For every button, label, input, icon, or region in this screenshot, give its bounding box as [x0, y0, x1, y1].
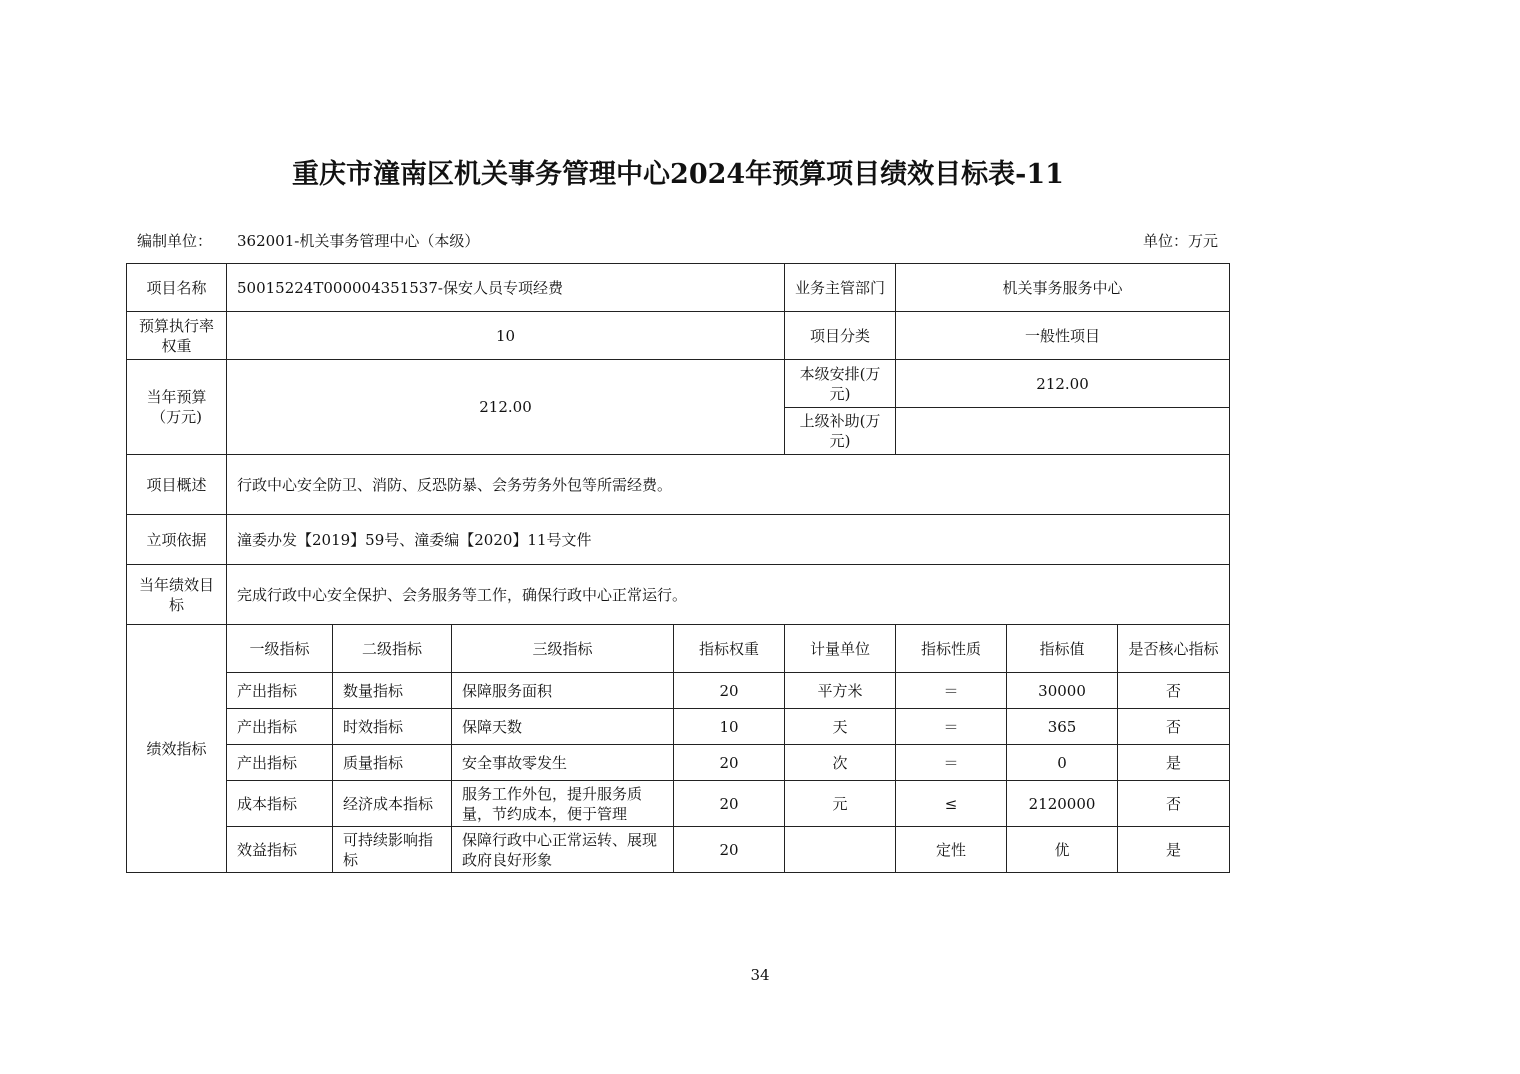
- basis-label: 立项依据: [127, 515, 227, 565]
- weight-label: 预算执行率权重: [127, 312, 227, 360]
- cell: 产出指标: [227, 709, 333, 745]
- project-name-label: 项目名称: [127, 264, 227, 312]
- cell: ≤: [896, 781, 1007, 827]
- performance-table: [126, 263, 1230, 873]
- cell: 经济成本指标: [333, 781, 452, 827]
- category-value: 一般性项目: [896, 312, 1230, 360]
- org-label: 编制单位：: [137, 232, 213, 250]
- cell: ＝: [896, 709, 1007, 745]
- cell: 质量指标: [333, 745, 452, 781]
- cell: 365: [1007, 709, 1118, 745]
- perf-header-row: [127, 625, 1230, 673]
- local-value: 212.00: [896, 360, 1230, 408]
- budget-label: 当年预算（万元): [127, 360, 227, 455]
- header-cell: 二级指标: [333, 625, 452, 673]
- cell: ＝: [896, 745, 1007, 781]
- cell: 保障服务面积: [452, 673, 674, 709]
- cell: 20: [674, 827, 785, 873]
- dept-value: 机关事务服务中心: [896, 264, 1230, 312]
- upper-value: [896, 408, 1230, 455]
- cell: 否: [1118, 673, 1230, 709]
- cell: 否: [1118, 709, 1230, 745]
- cell: 天: [785, 709, 896, 745]
- cell: 10: [674, 709, 785, 745]
- cell: 效益指标: [227, 827, 333, 873]
- header-cell: 是否核心指标: [1118, 625, 1230, 673]
- cell: 否: [1118, 781, 1230, 827]
- table-row: [127, 673, 1230, 709]
- header-cell: 三级指标: [452, 625, 674, 673]
- cell: [785, 827, 896, 873]
- cell: 安全事故零发生: [452, 745, 674, 781]
- page-title: 重庆市潼南区机关事务管理中心2024年预算项目绩效目标表-11: [292, 159, 1064, 190]
- cell: 可持续影响指标: [333, 827, 452, 873]
- cell: 保障行政中心正常运转、展现政府良好形象: [452, 827, 674, 873]
- budget-value: 212.00: [227, 360, 785, 455]
- header-cell: 一级指标: [227, 625, 333, 673]
- goal-value: 完成行政中心安全保护、会务服务等工作，确保行政中心正常运行。: [227, 565, 1230, 625]
- org-value: 362001-机关事务管理中心（本级）: [237, 232, 480, 250]
- cell: 定性: [896, 827, 1007, 873]
- table-row: [127, 827, 1230, 873]
- cell: 是: [1118, 745, 1230, 781]
- category-label: 项目分类: [785, 312, 896, 360]
- page-number: 34: [750, 966, 770, 984]
- header-cell: 指标权重: [674, 625, 785, 673]
- cell: 次: [785, 745, 896, 781]
- cell: 保障天数: [452, 709, 674, 745]
- cell: 20: [674, 673, 785, 709]
- cell: ＝: [896, 673, 1007, 709]
- cell: 产出指标: [227, 745, 333, 781]
- overview-value: 行政中心安全防卫、消防、反恐防暴、会务劳务外包等所需经费。: [227, 455, 1230, 515]
- cell: 成本指标: [227, 781, 333, 827]
- goal-label: 当年绩效目标: [127, 565, 227, 625]
- local-label: 本级安排(万元): [785, 360, 896, 408]
- project-name: 50015224T000004351537-保安人员专项经费: [227, 264, 785, 312]
- perf-section-label: 绩效指标: [127, 625, 227, 873]
- cell: 20: [674, 745, 785, 781]
- cell: 30000: [1007, 673, 1118, 709]
- table-row: [127, 781, 1230, 827]
- cell: 服务工作外包，提升服务质量，节约成本，便于管理: [452, 781, 674, 827]
- weight-value: 10: [227, 312, 785, 360]
- header-cell: 指标值: [1007, 625, 1118, 673]
- cell: 0: [1007, 745, 1118, 781]
- upper-label: 上级补助(万元): [785, 408, 896, 455]
- basis-value: 潼委办发【2019】59号、潼委编【2020】11号文件: [227, 515, 1230, 565]
- header-cell: 指标性质: [896, 625, 1007, 673]
- dept-label: 业务主管部门: [785, 264, 896, 312]
- table-row: [127, 709, 1230, 745]
- cell: 优: [1007, 827, 1118, 873]
- cell: 元: [785, 781, 896, 827]
- cell: 时效指标: [333, 709, 452, 745]
- table-row: [127, 745, 1230, 781]
- cell: 数量指标: [333, 673, 452, 709]
- cell: 产出指标: [227, 673, 333, 709]
- header-cell: 计量单位: [785, 625, 896, 673]
- unit-label: 单位：万元: [1142, 232, 1218, 250]
- cell: 平方米: [785, 673, 896, 709]
- cell: 20: [674, 781, 785, 827]
- cell: 2120000: [1007, 781, 1118, 827]
- cell: 是: [1118, 827, 1230, 873]
- overview-label: 项目概述: [127, 455, 227, 515]
